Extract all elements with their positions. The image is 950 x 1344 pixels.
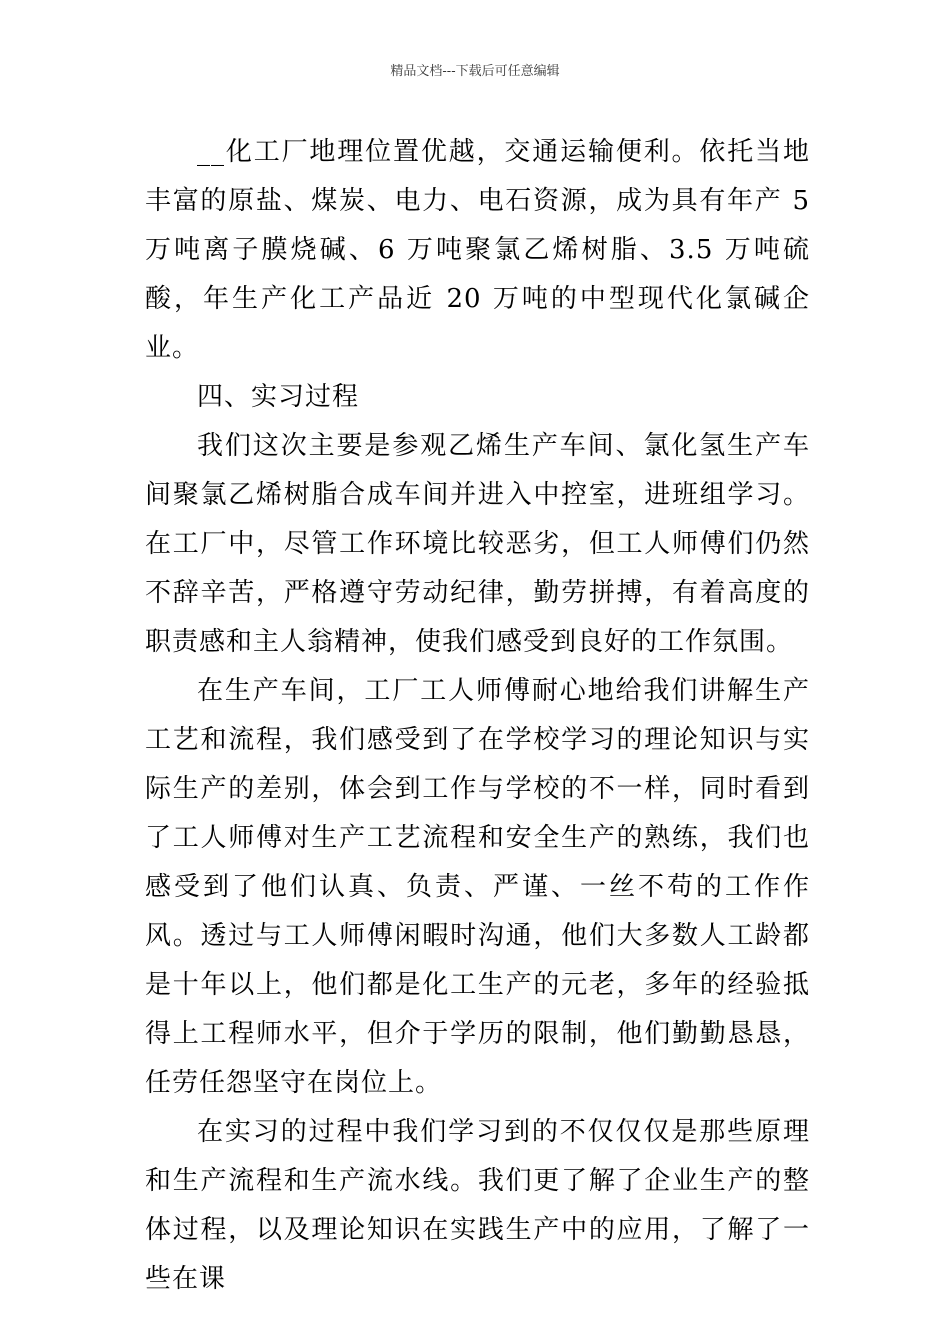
paragraph-visit-workshops: 我们这次主要是参观乙烯生产车间、氯化氢生产车间聚氯乙烯树脂合成车间并进入中控室，进班组学习。在工厂中，尽管工作环境比较恶劣，但工人师傅们仍然不辞辛苦，严格遵守劳动纪律，勤劳拼搏，有着高度的职责感和主人翁精神，使我们感受到良好的工作氛围。 [145, 431, 810, 657]
paragraph-company-intro: __化工厂地理位置优越，交通运输便利。依托当地丰富的原盐、煤炭、电力、电石资源，成为具有年产 5 万吨离子膜烧碱、6 万吨聚氯乙烯树脂、3.5 万吨硫酸，年生产化工产品近 20 万吨的中型现代化氯碱企业。 [145, 137, 810, 363]
paragraph-learning-outcomes: 在实习的过程中我们学习到的不仅仅仅是那些原理和生产流程和生产流水线。我们更了解了企业生产的整体过程，以及理论知识在实践生产中的应用，了解了一些在课 [145, 1117, 810, 1294]
paragraph-production-workshop: 在生产车间，工厂工人师傅耐心地给我们讲解生产工艺和流程，我们感受到了在学校学习的理论知识与实际生产的差别，体会到工作与学校的不一样，同时看到了工人师傅对生产工艺流程和安全生产的熟练，我们也感受到了他们认真、负责、严谨、一丝不苟的工作作风。透过与工人师傅闲暇时沟通，他们大多数人工龄都是十年以上，他们都是化工生产的元老，多年的经验抵得上工程师水平，但介于学历的限制，他们勤勤恳恳，任劳任怨坚守在岗位上。 [145, 676, 810, 1098]
document-body [145, 128, 810, 1304]
section-heading-internship-process: 四、实习过程 [197, 382, 360, 412]
page-header: 精品文档---下载后可任意编辑 [390, 64, 560, 79]
